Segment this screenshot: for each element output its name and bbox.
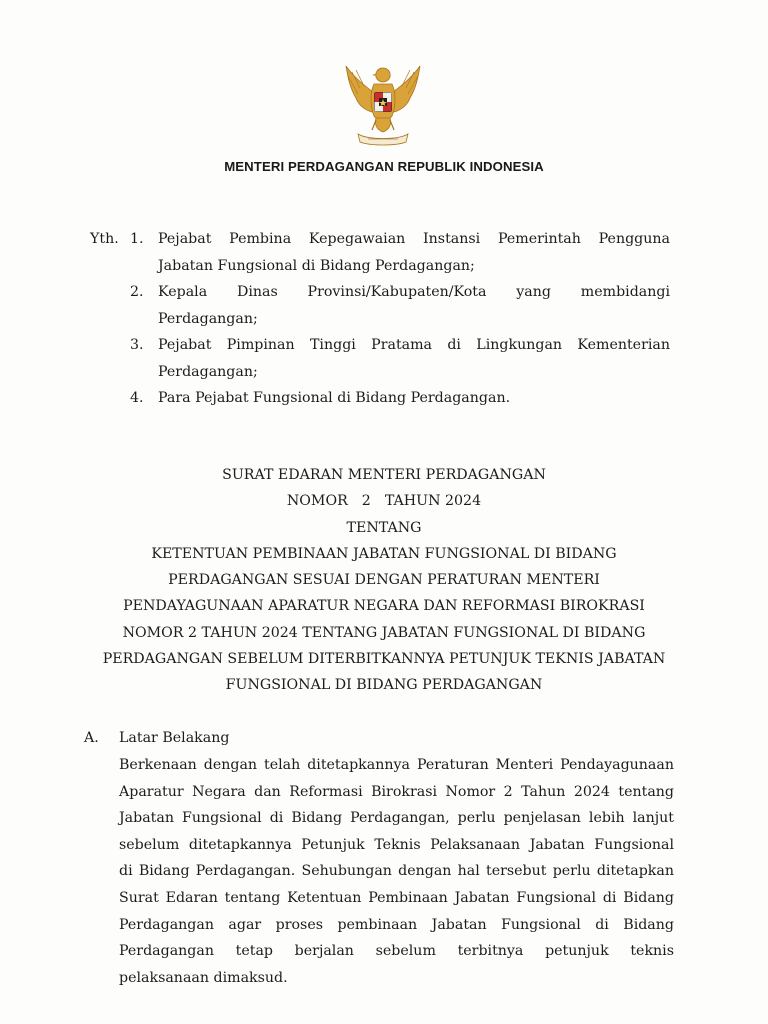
paragraph-line: Perdagangan agar proses pembinaan Jabatan Fungsional di Bidang [119, 916, 674, 933]
addressee-line: Pejabat Pembina Kepegawaian Instansi Pemerintah Pengguna [158, 231, 670, 247]
paragraph-line: Jabatan Fungsional di Bidang Perdagangan, perlu penjelasan lebih lanjut [119, 810, 674, 827]
ministry-title: MENTERI PERDAGANGAN REPUBLIK INDONESIA [224, 159, 544, 174]
paragraph-line: Perdagangan tetap berjalan sebelum terbitnya petunjuk teknis [119, 943, 674, 960]
section-letter: A. [84, 730, 99, 746]
number-value: 2 [361, 493, 371, 510]
subject-line: FUNGSIONAL DI BIDANG PERDAGANGAN [225, 677, 543, 694]
addressee-text [158, 226, 670, 279]
addressee-line: Perdagangan; [158, 363, 258, 380]
addressee-item [90, 226, 670, 279]
addressee-text [158, 279, 670, 332]
addressee-line: Perdagangan; [158, 310, 258, 327]
title-about: TENTANG [346, 519, 422, 536]
addressee-line: Kepala Dinas Provinsi/Kabupaten/Kota yang membidangi [158, 284, 670, 300]
subject-line: PERDAGANGAN SEBELUM DITERBITKANNYA PETUNJUK TEKNIS JABATAN [102, 651, 666, 668]
section-body [119, 752, 674, 991]
addressee-prefix: Yth. [90, 231, 119, 247]
number-year: TAHUN 2024 [384, 493, 482, 510]
addressee-text [158, 385, 670, 412]
section-background [84, 725, 674, 991]
addressee-line: Jabatan Fungsional di Bidang Perdagangan; [158, 257, 475, 274]
paragraph-line: Aparatur Negara dan Reformasi Birokrasi Nomor 2 Tahun 2024 tentang [119, 783, 674, 800]
circular-number [40, 488, 728, 514]
addressee-number: 4. [130, 390, 144, 406]
addressee-item [90, 385, 670, 412]
subject-line: PERDAGANGAN SESUAI DENGAN PERATURAN MENTERI [168, 572, 600, 589]
paragraph-line: sebelum ditetapkannya Petunjuk Teknis Pelaksanaan Jabatan Fungsional [119, 836, 674, 853]
paragraph-line: di Bidang Perdagangan. Sehubungan dengan hal tersebut perlu ditetapkan [119, 863, 674, 880]
section-title: Latar Belakang [119, 730, 230, 746]
subject-line: PENDAYAGUNAAN APARATUR NEGARA DAN REFORMASI BIROKRASI [123, 598, 645, 615]
section-heading [84, 725, 674, 752]
addressee-number: 1. [130, 231, 144, 247]
addressee-item [90, 332, 670, 385]
addressee-list [90, 226, 670, 412]
paragraph-line: Surat Edaran tentang Ketentuan Pembinaan Jabatan Fungsional di Bidang [119, 889, 674, 906]
addressee-line: Pejabat Pimpinan Tinggi Pratama di Lingkungan Kementerian [158, 337, 670, 353]
garuda-emblem-icon [338, 58, 428, 150]
addressee-line: Para Pejabat Fungsional di Bidang Perdagangan. [158, 390, 511, 406]
paragraph-line: Berkenaan dengan telah ditetapkannya Peraturan Menteri Pendayagunaan [119, 757, 674, 773]
addressee-number: 2. [130, 284, 144, 300]
subject-line: NOMOR 2 TAHUN 2024 TENTANG JABATAN FUNGSIONAL DI BIDANG [122, 624, 646, 641]
addressee-number: 3. [130, 337, 144, 353]
circular-title [40, 462, 728, 699]
addressee-item [90, 279, 670, 332]
number-prefix: NOMOR [286, 493, 348, 510]
subject-line: KETENTUAN PEMBINAAN JABATAN FUNGSIONAL DI BIDANG [151, 545, 617, 562]
addressee-text [158, 332, 670, 385]
paragraph-line: pelaksanaan dimaksud. [119, 969, 288, 986]
title-line: SURAT EDARAN MENTERI PERDAGANGAN [222, 467, 546, 483]
